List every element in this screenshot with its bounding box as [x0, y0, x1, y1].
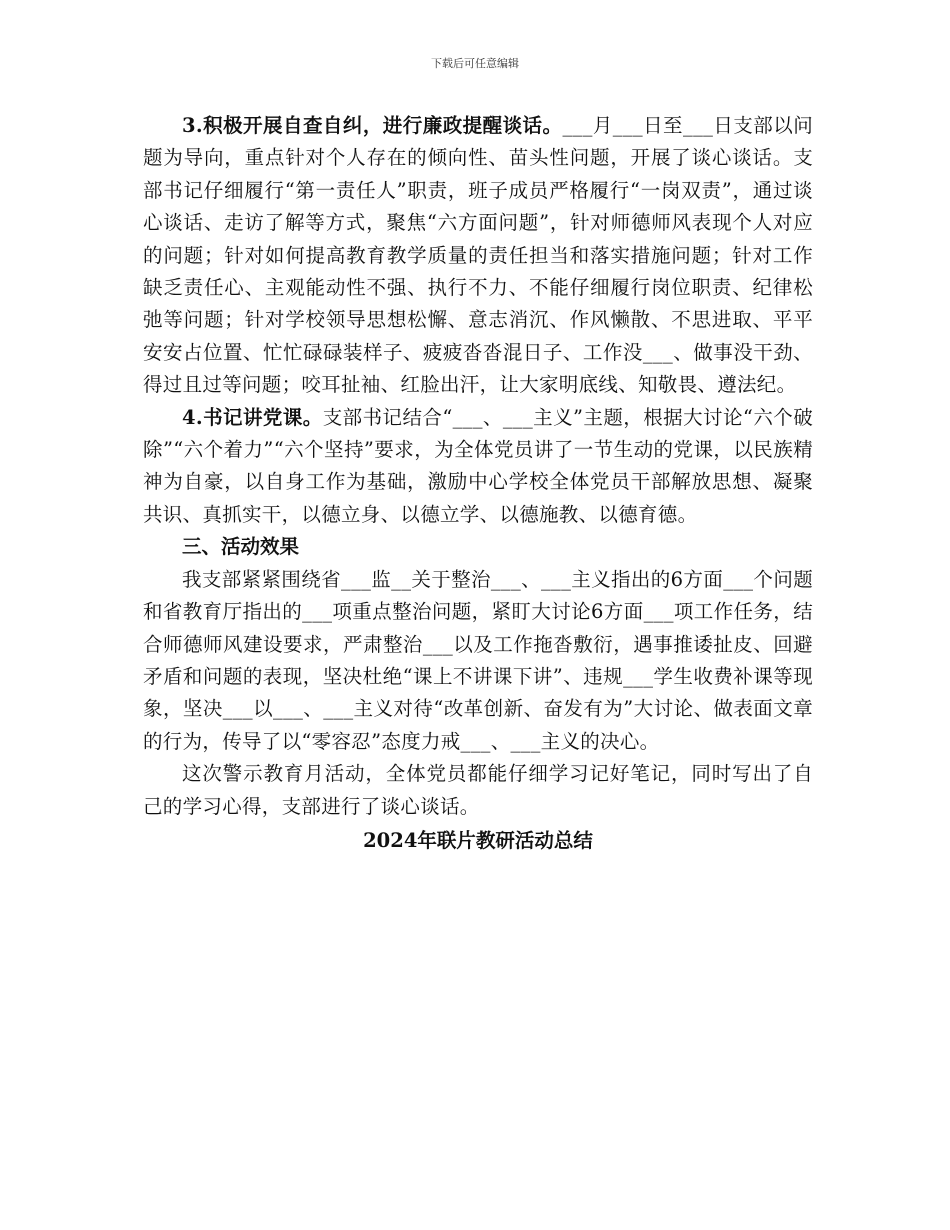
section-4-lead: 4.书记讲党课。	[182, 405, 323, 429]
page-header: 下载后可任意编辑	[431, 57, 519, 70]
section-3-body: ___月___日至___日支部以问题为导向，重点针对个人存在的倾向性、苗头性问题，开展了谈心谈话。支部书记仔细履行“第一责任人”职责，班子成员严格履行“一岗双责”，通过谈心谈话、走访了解等方式，聚焦“六方面问题”，针对师德师风表现个人对应的问题；针对如何提高教育教学质量的责任担当和落实措施问题；针对工作缺乏责任心、主观能动性不强、执行不力、不能仔细履行岗位职责、纪律松弛等问题；针对学校领导思想松懈、意志消沉、作风懒散、不思进取、平平安安占位置、忙忙碌碌装样子、疲疲沓沓混日子、工作没___、做事没干劲、得过且过等问题；咬耳扯袖、红脸出汗，让大家明底线、知敬畏、遵法纪。	[143, 114, 813, 397]
section-3-paragraph	[143, 110, 813, 402]
heading-activity-results: 三、活动效果	[182, 535, 300, 559]
section-4-paragraph	[143, 402, 813, 532]
closing-paragraph: 这次警示教育月活动，全体党员都能仔细学习记好笔记，同时写出了自己的学习心得，支部进行了谈心谈话。	[143, 762, 813, 818]
next-document-title: 2024年联片教研活动总结	[363, 828, 593, 852]
results-paragraph: 我支部紧紧围绕省___监__关于整治___、___主义指出的6方面___个问题和省教育厅指出的___项重点整治问题，紧盯大讨论6方面___项工作任务，结合师德师风建设要求，严肃整治___以及工作拖沓敷衍，遇事推诿扯皮、回避矛盾和问题的表现，坚决杜绝“课上不讲课下讲”、违规___学生收费补课等现象，坚决___以___、___主义对待“改革创新、奋发有为”大讨论、做表面文章的行为，传导了以“零容忍”态度力戒___、___主义的决心。	[143, 567, 813, 753]
document-body	[143, 110, 813, 857]
section-3-lead: 3.积极开展自查自纠，进行廉政提醒谈话。	[182, 114, 563, 137]
section-4-body: 支部书记结合“___、___主义”主题，根据大讨论“六个破除”“六个着力”“六个坚持”要求，为全体党员讲了一节生动的党课，以民族精神为自豪，以自身工作为基础，激励中心学校全体党员干部解放思想、凝聚共识、真抓实干，以德立身、以德立学、以德施教、以德育德。	[143, 405, 814, 526]
